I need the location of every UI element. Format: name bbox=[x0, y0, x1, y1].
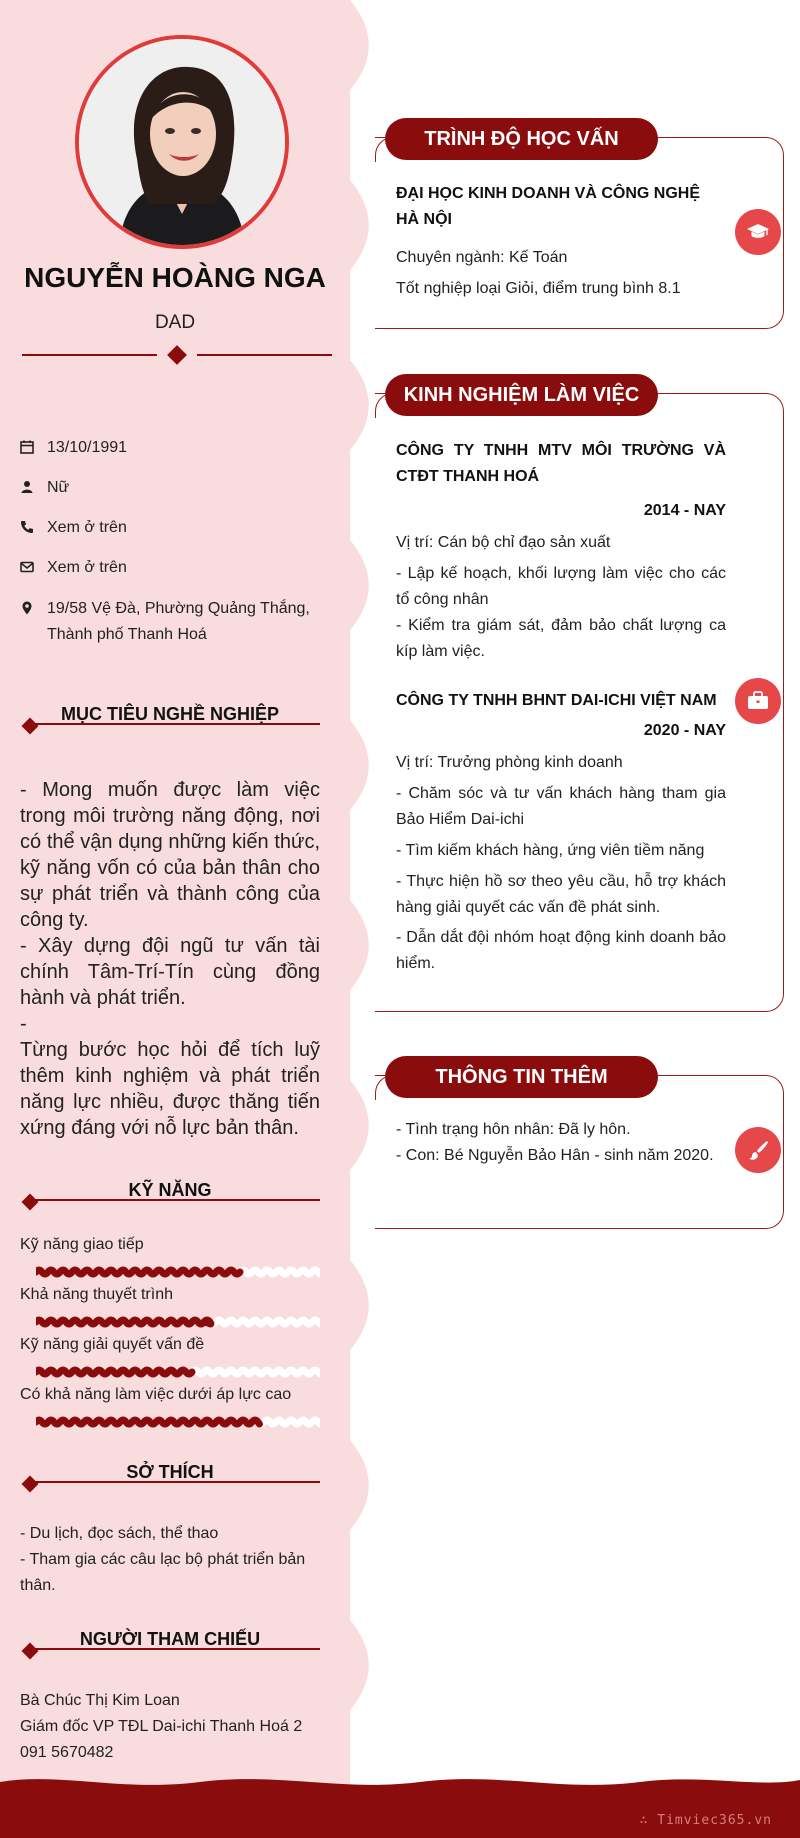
hobbies-list bbox=[20, 1521, 320, 1599]
person-portrait-icon bbox=[79, 39, 285, 245]
job-company: CÔNG TY TNHH MTV MÔI TRƯỜNG VÀ CTĐT THANH HOÁ bbox=[396, 442, 726, 485]
hobby-item: - Tham gia các câu lạc bộ phát triển bản thân. bbox=[20, 1551, 306, 1594]
address-line-1: 19/58 Vệ Đà, Phường Quảng Thắng, bbox=[47, 600, 310, 617]
reference-heading bbox=[20, 1629, 320, 1653]
job-duty: - Lập kế hoạch, khối lượng làm việc cho các tổ công nhân bbox=[396, 565, 726, 608]
job-position: Vị trí: Trưởng phòng kinh doanh bbox=[396, 754, 623, 771]
skill-bar-fill bbox=[36, 1320, 211, 1324]
objective-title: MỤC TIÊU NGHỀ NGHIỆP bbox=[60, 704, 279, 724]
candidate-role: DAD bbox=[154, 312, 196, 333]
skill-bar bbox=[36, 1316, 320, 1328]
job-duty: - Dẫn dắt đội nhóm hoạt động kinh doanh bảo hiểm. bbox=[396, 929, 726, 972]
calendar-icon bbox=[20, 440, 34, 454]
envelope-icon bbox=[20, 560, 34, 574]
experience-title: KINH NGHIỆM LÀM VIỆC bbox=[385, 374, 658, 416]
job-period: 2020 - NAY bbox=[643, 722, 726, 739]
info-dob bbox=[20, 435, 320, 461]
skill-label: Kỹ năng giải quyết vấn đề bbox=[20, 1336, 205, 1353]
hobbies-heading bbox=[20, 1462, 320, 1486]
education-title: TRÌNH ĐỘ HỌC VẤN bbox=[385, 118, 658, 160]
sidebar-wave-edge bbox=[340, 0, 380, 1785]
job-period: 2014 - NAY bbox=[643, 502, 726, 519]
reference-title: NGƯỜI THAM CHIẾU bbox=[79, 1629, 261, 1649]
graduation-cap-icon bbox=[746, 220, 770, 244]
skill-bar bbox=[36, 1366, 320, 1378]
additional-line: - Con: Bé Nguyễn Bảo Hân - sinh năm 2020. bbox=[396, 1147, 714, 1164]
skill-label: Kỹ năng giao tiếp bbox=[20, 1236, 144, 1253]
dob-value: 13/10/1991 bbox=[47, 439, 128, 456]
hobbies-title: SỞ THÍCH bbox=[126, 1462, 214, 1482]
job-duty: - Kiểm tra giám sát, đảm bảo chất lượng ca kíp làm việc. bbox=[396, 617, 726, 660]
skill-bar-fill bbox=[36, 1270, 240, 1274]
education-school: ĐẠI HỌC KINH DOANH VÀ CÔNG NGHỆ HÀ NỘI bbox=[396, 185, 701, 228]
briefcase-icon bbox=[746, 689, 770, 713]
name-divider bbox=[22, 343, 332, 367]
info-gender bbox=[20, 475, 320, 501]
education-badge bbox=[735, 209, 781, 255]
experience-badge bbox=[735, 678, 781, 724]
reference-details bbox=[20, 1688, 320, 1766]
skill-bar-fill bbox=[36, 1420, 260, 1424]
candidate-name: NGUYỄN HOÀNG NGA bbox=[24, 262, 326, 293]
phone-value: Xem ở trên bbox=[47, 519, 127, 536]
job-duty: - Tìm kiếm khách hàng, ứng viên tiềm năng bbox=[396, 842, 705, 859]
reference-phone: 091 5670482 bbox=[20, 1744, 114, 1761]
skill-bar bbox=[36, 1266, 320, 1278]
additional-line: - Tình trạng hôn nhân: Đã ly hôn. bbox=[396, 1121, 631, 1138]
reference-name: Bà Chúc Thị Kim Loan bbox=[20, 1692, 180, 1709]
info-address bbox=[20, 596, 320, 648]
job-duty: - Thực hiện hồ sơ theo yêu cầu, hỗ trợ khách hàng giải quyết các vấn đề phát sinh. bbox=[396, 873, 726, 916]
info-email bbox=[20, 555, 320, 581]
email-value: Xem ở trên bbox=[47, 559, 127, 576]
skill-label: Khả năng thuyết trình bbox=[20, 1286, 173, 1303]
objective-text: - Mong muốn được làm việc trong môi trường năng động, nơi có thể vận dụng những kiến thức, kỹ năng vốn có của bản thân cho sự phát triển và thành công của công ty. - Xây dựng đội ngũ tư vấn tài chính Tâm-Trí-Tín cùng đồng hành và phát triển. - Từng bước học hỏi để tích luỹ thêm kinh nghiệm và phát triển năng lực nhiều, được thăng tiến xứng đáng với nỗ lực bản thân. bbox=[20, 779, 320, 1139]
job-company: CÔNG TY TNHH BHNT DAI-ICHI VIỆT NAM bbox=[396, 692, 717, 709]
watermark: ∴ Timviec365.vn bbox=[639, 1813, 772, 1828]
info-phone bbox=[20, 515, 320, 541]
profile-photo bbox=[75, 35, 289, 249]
additional-title: THÔNG TIN THÊM bbox=[385, 1056, 658, 1098]
location-pin-icon bbox=[20, 601, 34, 615]
skill-bar-fill bbox=[36, 1370, 192, 1374]
hobby-item: - Du lịch, đọc sách, thể thao bbox=[20, 1525, 219, 1542]
skills-title: KỸ NĂNG bbox=[128, 1180, 212, 1200]
skill-bar bbox=[36, 1416, 320, 1428]
phone-icon bbox=[20, 520, 34, 534]
reference-position: Giám đốc VP TĐL Dai-ichi Thanh Hoá 2 bbox=[20, 1718, 303, 1735]
skill-label: Có khả năng làm việc dưới áp lực cao bbox=[20, 1386, 292, 1403]
skills-heading bbox=[20, 1180, 320, 1204]
education-major: Chuyên ngành: Kế Toán bbox=[396, 249, 568, 266]
gender-value: Nữ bbox=[47, 479, 70, 496]
job-duty: - Chăm sóc và tư vấn khách hàng tham gia Bảo Hiểm Dai-ichi bbox=[396, 785, 726, 828]
address-line-2: Thành phố Thanh Hoá bbox=[47, 626, 207, 643]
education-grade: Tốt nghiệp loại Giỏi, điểm trung bình 8.1 bbox=[396, 280, 681, 297]
job-position: Vị trí: Cán bộ chỉ đạo sản xuất bbox=[396, 534, 611, 551]
objective-heading bbox=[20, 704, 320, 728]
user-icon bbox=[20, 480, 34, 494]
